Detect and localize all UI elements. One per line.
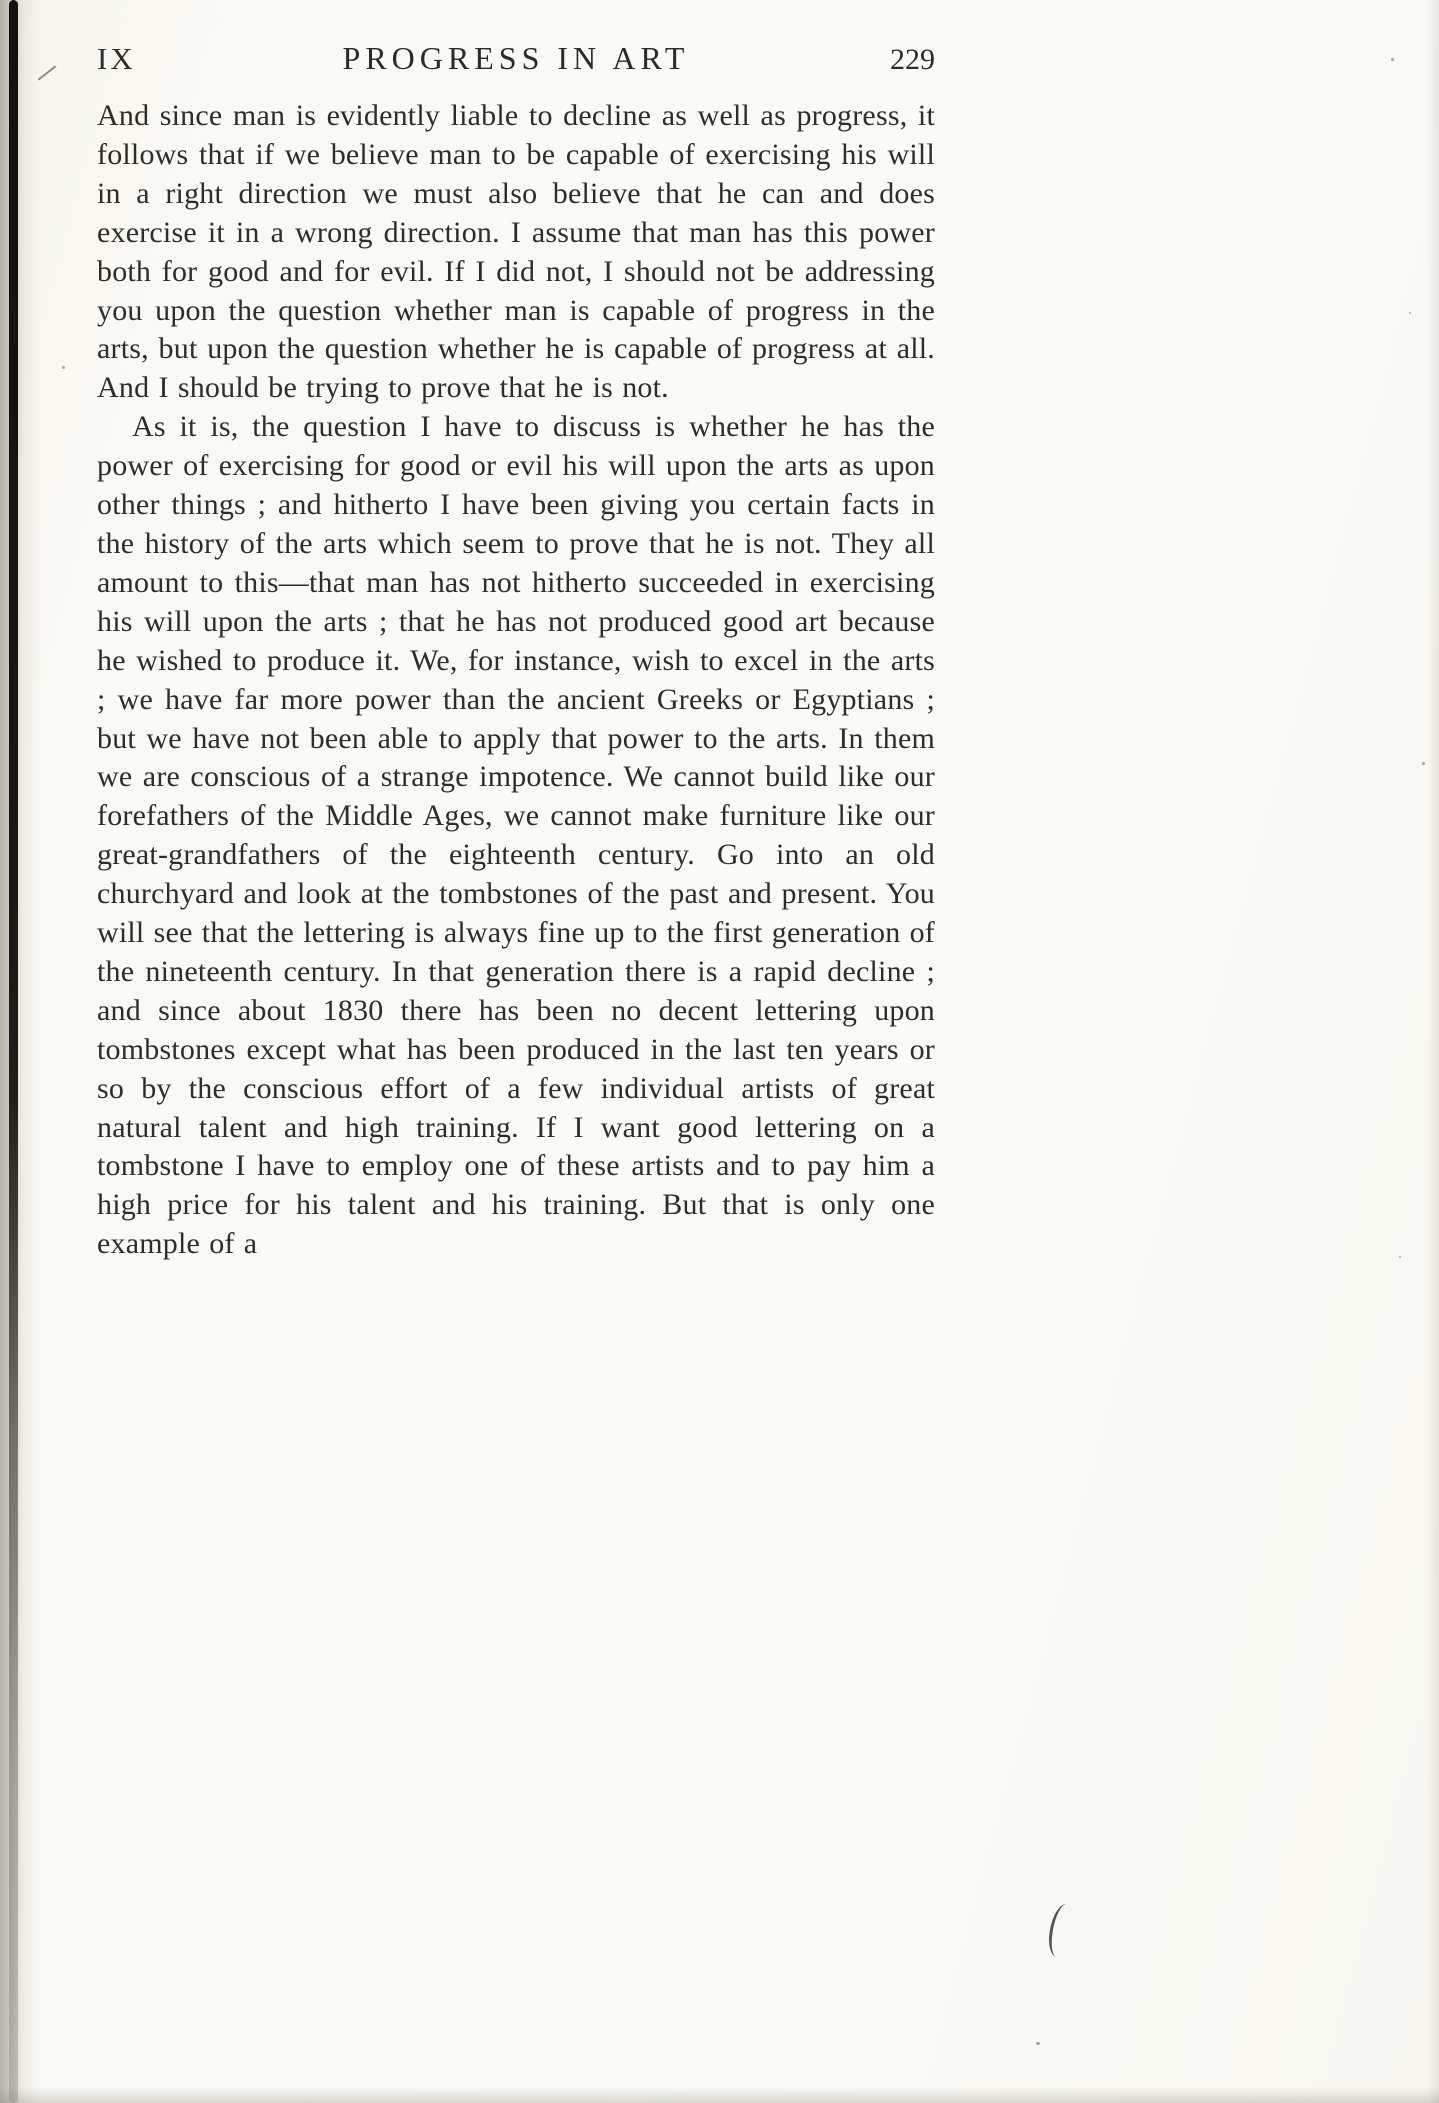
- body-text-block: [97, 97, 935, 1264]
- pencil-tick-mark: [38, 65, 57, 80]
- page-header: [97, 40, 935, 77]
- pen-mark: [1046, 1902, 1073, 1958]
- scan-speck: [1391, 58, 1394, 61]
- page-number: 229: [890, 43, 935, 76]
- scan-speck: [1409, 312, 1411, 314]
- paragraph: As it is, the question I have to discuss is whether he has the power of exercising for good or evil his will upon the arts as upon other things ; and hitherto I have been giving you certain facts in the history of the arts which seem to prove that he is not. They all amount to this—that man has not hitherto succeeded in exercising his will upon the arts ; that he has not produced good art because he wished to produce it. We, for instance, wish to excel in the arts ; we have far more power than the ancient Greeks or Egyptians ; but we have not been able to apply that power to the arts. In them we are conscious of a strange impotence. We cannot build like our forefathers of the Middle Ages, we cannot make furniture like our great-grandfathers of the eighteenth century. Go into an old churchyard and look at the tombstones of the past and present. You will see that the lettering is always fine up to the first generation of the nineteenth century. In that generation there is a rapid decline ; and since about 1830 there has been no decent lettering upon tombstones except what has been produced in the last ten years or so by the conscious effort of a few individual artists of great natural talent and high training. If I want good lettering on a tombstone I have to employ one of these artists and to pay him a high price for his talent and his training. But that is only one example of a: [97, 410, 935, 1261]
- chapter-numeral: IX: [97, 41, 136, 76]
- page-right-edge-shade: [1427, 0, 1439, 2103]
- page-bottom-edge-shade: [0, 2087, 1439, 2103]
- binding-shadow: [0, 0, 40, 2103]
- scan-speck: [1422, 762, 1425, 765]
- scan-speck: [1399, 1256, 1401, 1258]
- scan-speck: [1036, 2042, 1040, 2045]
- running-title: PROGRESS IN ART: [342, 40, 690, 76]
- paragraph: And since man is evidently liable to decline as well as progress, it follows that if we believe man to be capable of exercising his will in a right direction we must also believe that he can and does exercise it in a wrong direction. I assume that man has this power both for good and for evil. If I did not, I should not be addressing you upon the question whether man is capable of progress in the arts, but upon the question whether he is capable of progress at all. And I should be trying to prove that he is not.: [97, 99, 935, 405]
- binding-gutter-bar: [9, 0, 18, 2103]
- scan-speck: [62, 366, 65, 369]
